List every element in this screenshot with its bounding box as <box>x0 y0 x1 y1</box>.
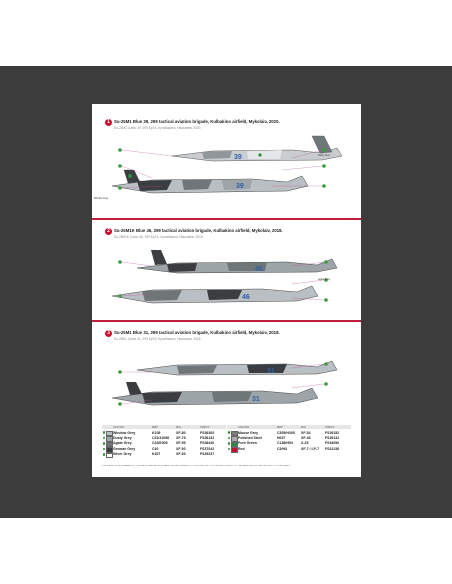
colour-name: Pure Green <box>238 441 257 446</box>
legend-row <box>102 452 226 457</box>
tail-number-31: 31 <box>267 368 275 375</box>
paint-code: C138/H94 <box>277 441 293 446</box>
colour-name: Mouse Grey <box>238 430 259 435</box>
profile-title: Su-25M1K Blue 46, 299 tactical aviation brigade, Kulbakino airfield, Mykolaiv, 2018. <box>114 228 283 233</box>
profile-title: Su-25M1 Blue 39, 299 tactical aviation brigade, Kulbakino airfield, Mykolaiv, 2020. <box>114 119 280 124</box>
instruction-sheet <box>92 104 361 477</box>
paint-code: C3/H3 <box>277 446 287 451</box>
profile-panel-3 <box>92 322 361 422</box>
green-marker-icon <box>228 431 231 434</box>
paint-code: FS31136 <box>325 446 340 451</box>
profile-subtitle: Su-25M1K Camo 46, 299 БрТА, Кульбакино, Николаев, 2018. <box>114 235 204 239</box>
upper-side-view <box>172 136 342 161</box>
green-marker-icon <box>228 448 231 451</box>
green-marker-icon <box>103 437 106 440</box>
profile-subtitle: Su-25M1 Camo 31, 299 БрТА, Кульбакино, Николаев, 2018. <box>114 337 202 341</box>
paint-code: X-25 <box>301 441 309 446</box>
lower-camo-view <box>112 170 308 193</box>
paint-code: XF-54 <box>301 430 311 435</box>
legend-header-left: COLOUR MRP MIG TAMIYA <box>102 425 226 429</box>
paint-code: XF-55 <box>176 441 186 446</box>
tail-number-39: 39 <box>234 154 242 161</box>
legend-row <box>102 441 226 446</box>
paint-code: H037 <box>277 435 286 440</box>
legend-row <box>227 435 351 440</box>
callout-chip-right-1: Dusty Grey <box>318 154 330 157</box>
lower-camo-view <box>112 382 318 405</box>
legend-row <box>102 430 226 435</box>
callout-chip-left-1: Window Grey <box>94 197 109 200</box>
paint-code: FS26152 <box>325 430 340 435</box>
paint-code: FS35237 <box>200 452 215 457</box>
profile-title: Su-25M1 Blue 31, 299 tactical aviation brigade, Kulbakino airfield, Mykolaiv, 2018. <box>114 330 280 335</box>
green-marker-icon <box>103 453 106 456</box>
colour-name: Silver Grey <box>113 452 132 457</box>
colour-name: Agate Grey <box>113 441 132 446</box>
paint-code: C305/H305 <box>277 430 295 435</box>
paint-code: XF-80 <box>176 430 186 435</box>
colour-swatch <box>106 453 113 458</box>
profile-panel-2 <box>92 220 361 320</box>
profile-panel-1 <box>92 104 361 216</box>
paint-code: FS36132 <box>200 435 215 440</box>
green-marker-icon <box>103 442 106 445</box>
aircraft-profile-art <box>92 130 361 216</box>
tail-number-39-lower: 39 <box>236 183 244 190</box>
paint-code: FS36300 <box>200 430 215 435</box>
tail-number-46: 46 <box>255 266 263 273</box>
legend-header-right: COLOUR MRP MIG TAMIYA <box>227 425 351 429</box>
paint-code: C31/31068 <box>152 435 170 440</box>
legend-footnote: THE CATALOGUE NUMBERS OF THE PAINTS ARE APPROXIMATE. WE RECOMMEND TO CHOOSE THE COLOURS ACCORDING TO THE SAMPLES ON THE PRINTED COLOUR CHART. <box>102 465 291 467</box>
legend-row <box>227 430 351 435</box>
colour-swatch <box>231 447 238 452</box>
green-marker-icon <box>228 437 231 440</box>
tail-number-31-lower: 31 <box>252 396 260 403</box>
upper-camo-view <box>137 250 337 273</box>
aircraft-profile-art <box>92 240 361 322</box>
green-marker-icon <box>228 442 231 445</box>
green-marker-icon <box>103 448 106 451</box>
legend-row <box>227 446 351 451</box>
upper-camo-view <box>137 361 337 375</box>
profile-number-badge: 1 <box>105 119 112 126</box>
paint-code: FS37042 <box>200 446 215 451</box>
legend-row <box>102 435 226 440</box>
tail-number-46-lower: 46 <box>242 294 250 301</box>
paint-code: XF-90 <box>176 446 186 451</box>
colour-name: Dusty Grey <box>113 435 132 440</box>
paint-code: XF-75 <box>176 435 186 440</box>
paint-code: K307 <box>152 452 161 457</box>
paint-code: XF-46 <box>301 435 311 440</box>
paint-legend-table <box>102 425 351 469</box>
green-marker-icon <box>103 431 106 434</box>
paint-code: C32/E305 <box>152 441 168 446</box>
profile-subtitle: Su-25M1 Camo 39, 299 БрТА, Кульбакино, Николаев, 2020. <box>114 126 202 130</box>
paint-code: K108 <box>152 430 161 435</box>
profile-number-badge: 2 <box>105 228 112 235</box>
colour-name: Window Grey <box>113 430 136 435</box>
paint-code: FS26132 <box>325 435 340 440</box>
colour-name: German Grey <box>113 446 136 451</box>
colour-name: Polished Steel <box>238 435 262 440</box>
paint-code: FS34090 <box>325 441 340 446</box>
paint-code: FS36440 <box>200 441 215 446</box>
aircraft-profile-art <box>92 342 361 424</box>
legend-row <box>102 446 226 451</box>
colour-name: Red <box>238 446 245 451</box>
callout-chip-right-2: Agate Grey <box>318 278 331 281</box>
profile-number-badge: 3 <box>105 330 112 337</box>
paint-code: C40 <box>152 446 159 451</box>
paint-code: XF-53 <box>176 452 186 457</box>
paint-code: XF-7 / LP-7 <box>301 446 320 451</box>
legend-row <box>227 441 351 446</box>
